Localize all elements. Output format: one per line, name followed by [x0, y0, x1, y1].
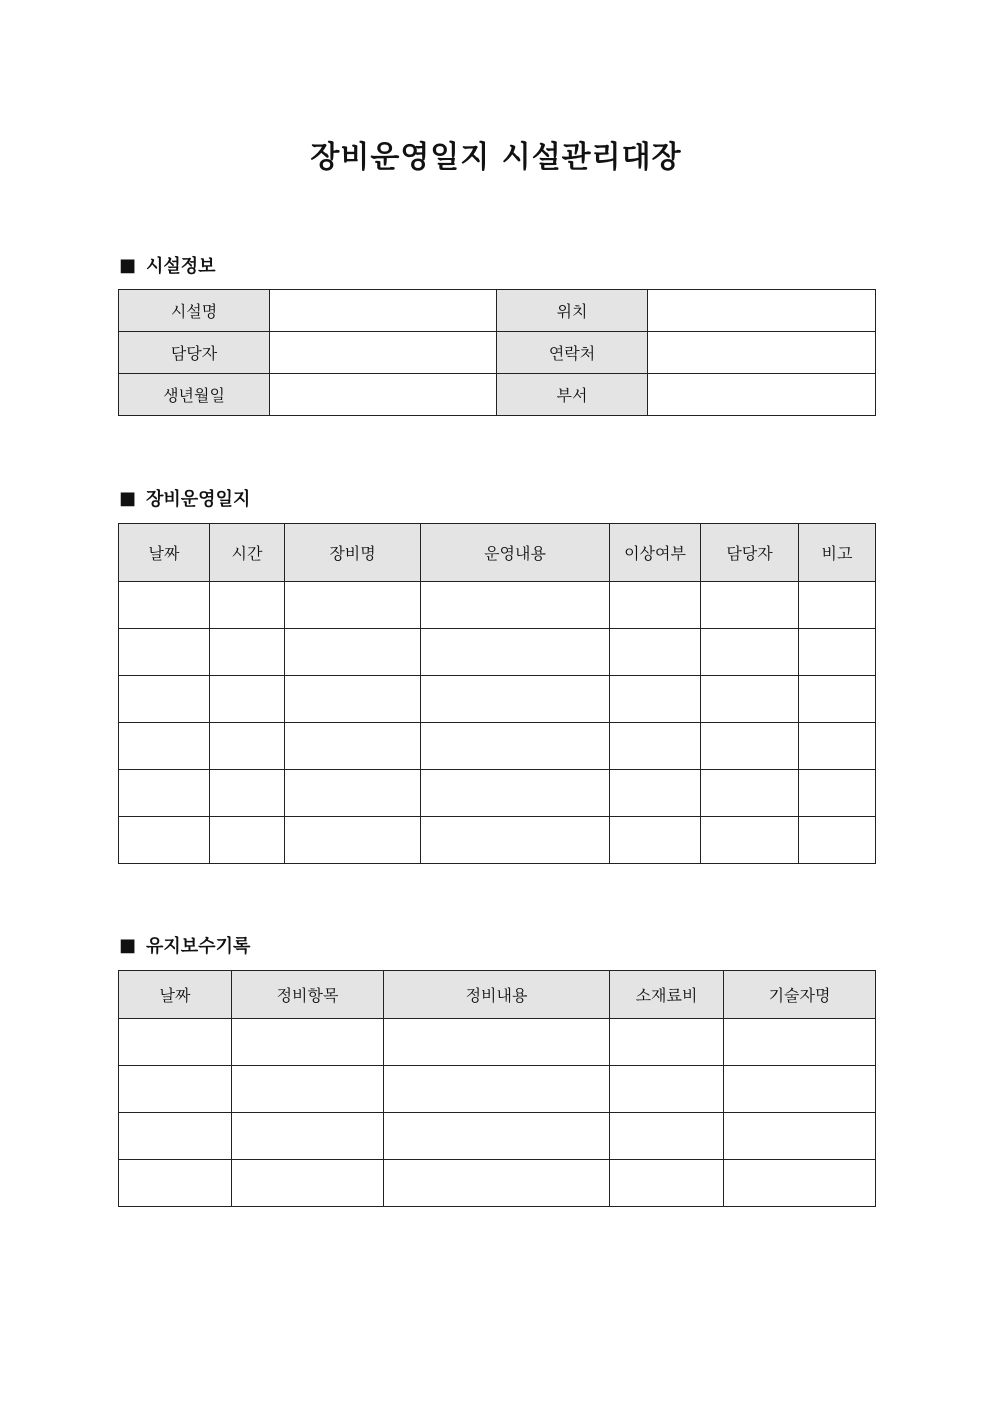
table-cell[interactable]: [119, 1066, 232, 1113]
table-cell[interactable]: [610, 1066, 724, 1113]
table-cell[interactable]: [701, 723, 799, 770]
header-remarks: 비고: [799, 524, 876, 582]
table-row: [119, 1160, 876, 1207]
table-cell[interactable]: [799, 582, 876, 629]
table-cell[interactable]: [119, 817, 210, 864]
table-row: [119, 770, 876, 817]
header-manager: 담당자: [701, 524, 799, 582]
label-department: 부서: [497, 374, 648, 416]
operation-log-table: [118, 523, 876, 864]
table-cell[interactable]: [610, 770, 701, 817]
table-cell[interactable]: [119, 770, 210, 817]
location-field[interactable]: [648, 290, 876, 332]
table-cell[interactable]: [610, 582, 701, 629]
label-contact: 연락처: [497, 332, 648, 374]
table-cell[interactable]: [210, 770, 285, 817]
table-row: [119, 374, 876, 416]
page-title: 장비운영일지 시설관리대장: [310, 140, 682, 175]
department-field[interactable]: [648, 374, 876, 416]
table-cell[interactable]: [799, 676, 876, 723]
table-cell[interactable]: [724, 1066, 876, 1113]
header-equipment-name: 장비명: [285, 524, 421, 582]
header-maintenance-item: 정비항목: [232, 971, 384, 1019]
square-bullet-icon: ■: [119, 487, 137, 509]
table-cell[interactable]: [421, 770, 610, 817]
table-cell[interactable]: [724, 1160, 876, 1207]
table-cell[interactable]: [724, 1113, 876, 1160]
table-cell[interactable]: [119, 629, 210, 676]
table-row: [119, 1019, 876, 1066]
table-cell[interactable]: [232, 1019, 384, 1066]
table-cell[interactable]: [119, 582, 210, 629]
table-cell[interactable]: [285, 676, 421, 723]
table-cell[interactable]: [119, 1160, 232, 1207]
facility-name-field[interactable]: [270, 290, 497, 332]
label-location: 위치: [497, 290, 648, 332]
table-cell[interactable]: [701, 676, 799, 723]
table-cell[interactable]: [724, 1019, 876, 1066]
table-row: [119, 629, 876, 676]
label-manager: 담당자: [119, 332, 270, 374]
table-cell[interactable]: [119, 1019, 232, 1066]
square-bullet-icon: ■: [119, 254, 137, 276]
table-cell[interactable]: [119, 676, 210, 723]
table-cell[interactable]: [610, 1113, 724, 1160]
table-cell[interactable]: [701, 770, 799, 817]
table-cell[interactable]: [285, 582, 421, 629]
table-cell[interactable]: [421, 676, 610, 723]
table-cell[interactable]: [610, 1160, 724, 1207]
section-heading-operation: [119, 485, 250, 511]
table-header-row: [119, 524, 876, 582]
table-row: [119, 332, 876, 374]
section-heading-facility: [119, 252, 216, 278]
table-cell[interactable]: [232, 1066, 384, 1113]
manager-field[interactable]: [270, 332, 497, 374]
table-cell[interactable]: [421, 629, 610, 676]
table-cell[interactable]: [210, 582, 285, 629]
table-cell[interactable]: [210, 723, 285, 770]
facility-info-table: [118, 289, 876, 416]
table-cell[interactable]: [701, 582, 799, 629]
section-title: 시설정보: [146, 256, 216, 277]
table-cell[interactable]: [701, 817, 799, 864]
section-heading-maintenance: [119, 932, 250, 958]
table-cell[interactable]: [384, 1160, 610, 1207]
table-cell[interactable]: [701, 629, 799, 676]
table-row: [119, 676, 876, 723]
table-cell[interactable]: [285, 817, 421, 864]
header-anomaly: 이상여부: [610, 524, 701, 582]
table-cell[interactable]: [119, 723, 210, 770]
table-row: [119, 1066, 876, 1113]
table-cell[interactable]: [799, 770, 876, 817]
table-cell[interactable]: [799, 629, 876, 676]
table-cell[interactable]: [210, 817, 285, 864]
table-cell[interactable]: [119, 1113, 232, 1160]
table-cell[interactable]: [210, 676, 285, 723]
header-date: 날짜: [119, 971, 232, 1019]
table-cell[interactable]: [285, 770, 421, 817]
section-title: 유지보수기록: [146, 936, 251, 957]
header-date: 날짜: [119, 524, 210, 582]
table-cell[interactable]: [421, 582, 610, 629]
header-time: 시간: [210, 524, 285, 582]
table-cell[interactable]: [610, 1019, 724, 1066]
table-cell[interactable]: [232, 1160, 384, 1207]
contact-field[interactable]: [648, 332, 876, 374]
maintenance-record-table: [118, 970, 876, 1207]
table-cell[interactable]: [285, 723, 421, 770]
table-cell[interactable]: [421, 817, 610, 864]
table-cell[interactable]: [610, 676, 701, 723]
table-cell[interactable]: [799, 723, 876, 770]
label-facility-name: 시설명: [119, 290, 270, 332]
table-row: [119, 290, 876, 332]
table-cell[interactable]: [799, 817, 876, 864]
header-maintenance-details: 정비내용: [384, 971, 610, 1019]
table-cell[interactable]: [285, 629, 421, 676]
square-bullet-icon: ■: [119, 934, 137, 956]
section-title: 장비운영일지: [146, 489, 251, 510]
table-row: [119, 817, 876, 864]
table-cell[interactable]: [610, 817, 701, 864]
table-cell[interactable]: [421, 723, 610, 770]
header-technician-name: 기술자명: [724, 971, 876, 1019]
table-cell[interactable]: [610, 629, 701, 676]
label-birthdate: 생년월일: [119, 374, 270, 416]
birthdate-field[interactable]: [270, 374, 497, 416]
table-row: [119, 1113, 876, 1160]
table-cell[interactable]: [384, 1113, 610, 1160]
table-cell[interactable]: [384, 1019, 610, 1066]
header-operation-details: 운영내용: [421, 524, 610, 582]
table-row: [119, 723, 876, 770]
header-material-cost: 소재료비: [610, 971, 724, 1019]
table-cell[interactable]: [610, 723, 701, 770]
table-cell[interactable]: [232, 1113, 384, 1160]
table-cell[interactable]: [384, 1066, 610, 1113]
table-row: [119, 582, 876, 629]
table-header-row: [119, 971, 876, 1019]
table-cell[interactable]: [210, 629, 285, 676]
